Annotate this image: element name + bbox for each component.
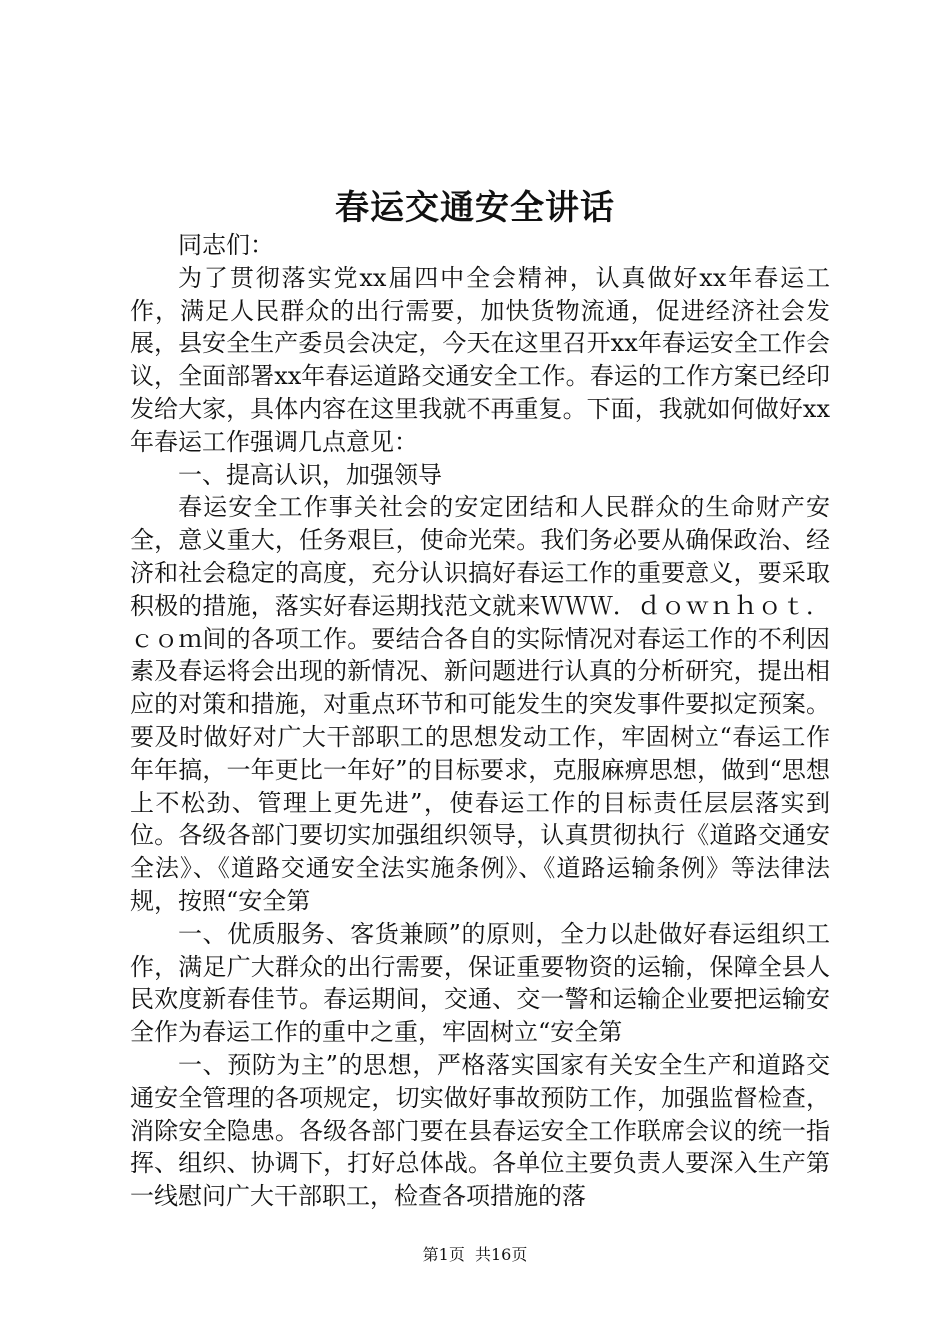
salutation: 同志们： <box>178 231 274 259</box>
section-heading-1: 一、提高认识，加强领导 <box>178 460 442 489</box>
paragraph-awareness: 春运安全工作事关社会的安定团结和人民群众的生命财产安全，意义重大，任务艰巨，使命光荣。我们务必要从确保政治、经济和社会稳定的高度，充分认识搞好春运工作的重要意义，要采取积极的措施，落实好春运期找范文就来ＷＷＷ．ｄｏｗｎｈｏｔ．ｃｏｍ间的各项工作。要结合各自的实际情况对春运工作的不利因素及春运将会出现的新情况、新问题进行认真的分析研究，提出相应的对策和措施，对重点环节和可能发生的突发事件要拟定预案。要及时做好对广大干部职工的思想发动工作，牢固树立“春运工作年年搞，一年更比一年好”的目标要求，克服麻痹思想，做到“思想上不松劲、管理上更先进”，使春运工作的目标责任层层落实到位。各级各部门要切实加强组织领导，认真贯彻执行《道路交通安全法》、《道路交通安全法实施条例》、《道路运输条例》等法律法规，按照“安全第 <box>130 493 830 915</box>
paragraph-service: 一、优质服务、客货兼顾”的原则，全力以赴做好春运组织工作，满足广大群众的出行需要，保证重要物资的运输，保障全县人民欢度新春佳节。春运期间，交通、交一警和运输企业要把运输安全作为春运工作的重中之重，牢固树立“安全第 <box>130 919 830 1047</box>
page-footer <box>0 1244 950 1266</box>
page-number: 第1页 共16页 <box>422 1245 528 1264</box>
paragraph-intro: 为了贯彻落实党xx届四中全会精神，认真做好xx年春运工作，满足人民群众的出行需要，加快货物流通，促进经济社会发展，县安全生产委员会决定，今天在这里召开xx年春运安全工作会议，全面部署xx年春运道路交通安全工作。春运的工作方案已经印发给大家，具体内容在这里我就不再重复。下面，我就如何做好xx年春运工作强调几点意见： <box>130 263 830 456</box>
document-body <box>130 229 830 1213</box>
paragraph-prevention: 一、预防为主”的思想，严格落实国家有关安全生产和道路交通安全管理的各项规定，切实做好事故预防工作，加强监督检查，消除安全隐患。各级各部门要在县春运安全工作联席会议的统一指挥、组织、协调下，打好总体战。各单位主要负责人要深入生产第一线慰问广大干部职工，检查各项措施的落 <box>130 1050 830 1211</box>
document-title: 春运交通安全讲话 <box>335 188 615 228</box>
